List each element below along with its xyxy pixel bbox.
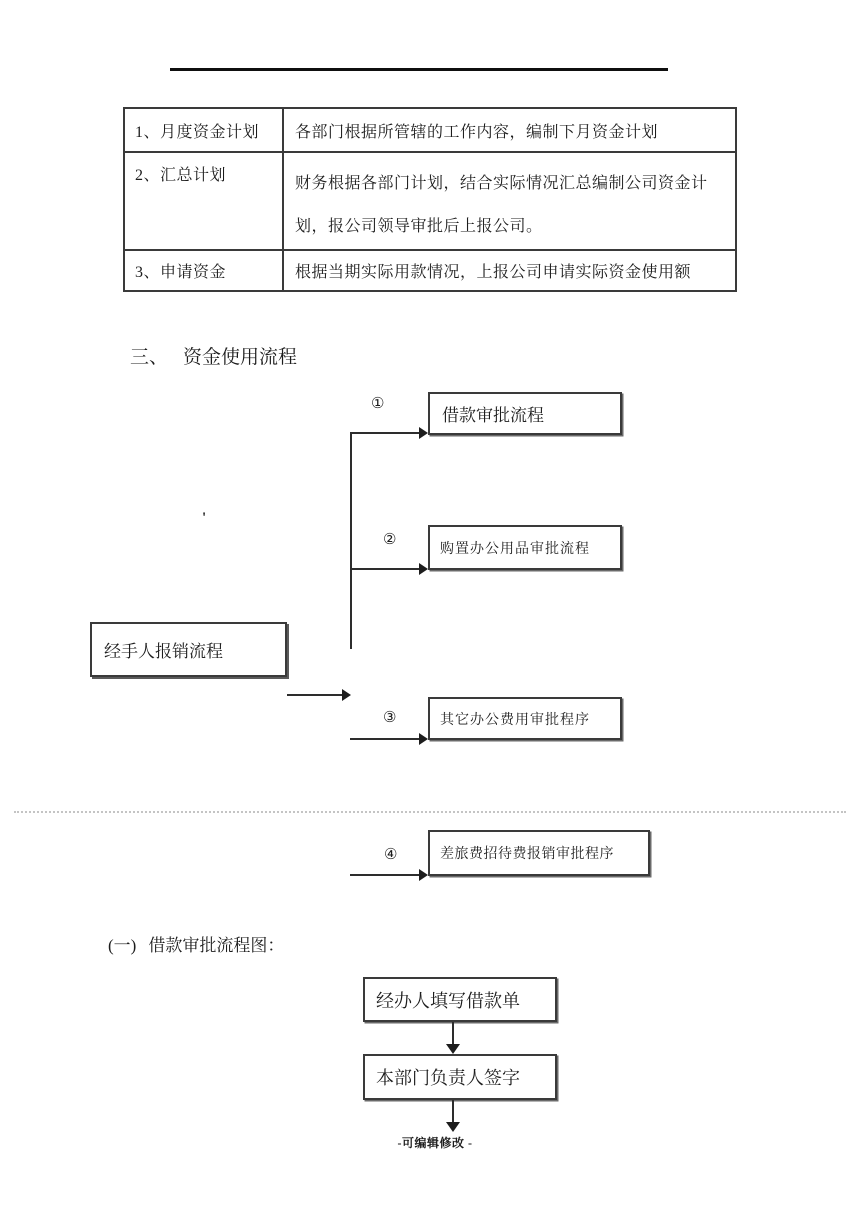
flow-box-label: 本部门负责人签字 <box>376 1068 520 1088</box>
flow-box-label: 其它办公费用审批程序 <box>440 712 590 728</box>
page-break-dotted-line <box>14 811 846 813</box>
subsection-heading <box>108 931 284 956</box>
flow-box-dept-head-sign <box>363 1054 557 1100</box>
arrow-down-icon <box>446 1022 460 1054</box>
table-row <box>124 250 736 291</box>
flow-box-other-office-expense <box>428 697 622 740</box>
arrow-head <box>419 563 428 575</box>
arrow-head <box>446 1122 460 1132</box>
cell-text-line: 财务根据各部门计划，结合实际情况汇总编制公司资金计 <box>295 175 708 192</box>
arrow-head <box>419 733 428 745</box>
section-numeral: 三、 <box>130 347 169 368</box>
subsection-numeral: (一) <box>108 936 137 955</box>
arrow-right-icon <box>350 427 428 439</box>
flow-box-label: 经办人填写借款单 <box>376 990 520 1011</box>
table-cell-desc <box>283 108 736 152</box>
arrow-head <box>419 427 428 439</box>
flow-box-label: 差旅费招待费报销审批程序 <box>440 847 614 862</box>
circled-number-2: ② <box>383 532 397 548</box>
section-heading <box>130 342 297 369</box>
horizontal-rule <box>170 68 668 71</box>
flow-box-label: 经手人报销流程 <box>104 642 223 661</box>
flow-box-handler-reimbursement <box>90 622 287 677</box>
arrow-right-icon <box>287 689 351 701</box>
fund-plan-table <box>123 107 737 292</box>
table-cell-desc <box>283 152 736 250</box>
table-row <box>124 152 736 250</box>
connector-vertical-line <box>350 433 352 649</box>
table-cell-desc <box>283 250 736 291</box>
flow-box-office-supplies <box>428 525 622 570</box>
arrow-head <box>419 869 428 881</box>
arrow-down-icon <box>446 1100 460 1132</box>
section-title: 资金使用流程 <box>183 347 298 368</box>
arrow-shaft <box>452 1022 454 1044</box>
flow-box-travel-entertainment <box>428 830 650 876</box>
arrow-right-icon <box>350 869 428 881</box>
cell-text-line: 根据当期实际用款情况，上报公司申请实际资金使用额 <box>295 264 692 281</box>
subsection-title: 借款审批流程图： <box>148 936 285 955</box>
arrow-shaft <box>350 568 419 570</box>
footer-editable-note: -可编辑修改 - <box>397 1136 473 1150</box>
table-cell-step: 3、申请资金 <box>124 250 283 291</box>
circled-number-4: ④ <box>384 847 398 863</box>
arrow-head <box>446 1044 460 1054</box>
flow-box-label: 购置办公用品审批流程 <box>440 541 590 557</box>
arrow-right-icon <box>350 733 428 745</box>
arrow-shaft <box>350 874 419 876</box>
flow-box-loan-approval <box>428 392 622 435</box>
circled-number-1: ① <box>371 396 385 412</box>
arrow-shaft <box>350 432 419 434</box>
arrow-shaft <box>287 694 342 696</box>
arrow-shaft <box>350 738 419 740</box>
table-cell-step: 2、汇总计划 <box>124 152 283 250</box>
cell-text-line: 各部门根据所管辖的工作内容，编制下月资金计划 <box>295 123 659 141</box>
arrow-shaft <box>452 1100 454 1122</box>
stray-apostrophe-mark: ' <box>202 510 207 526</box>
cell-text-line: 划，报公司领导审批后上报公司。 <box>295 218 543 235</box>
circled-number-3: ③ <box>383 710 397 726</box>
table-cell-step: 1、月度资金计划 <box>124 108 283 152</box>
table-row <box>124 108 736 152</box>
flow-box-fill-loan-form <box>363 977 557 1022</box>
arrow-right-icon <box>350 563 428 575</box>
arrow-head <box>342 689 351 701</box>
flow-box-label: 借款审批流程 <box>442 406 544 425</box>
